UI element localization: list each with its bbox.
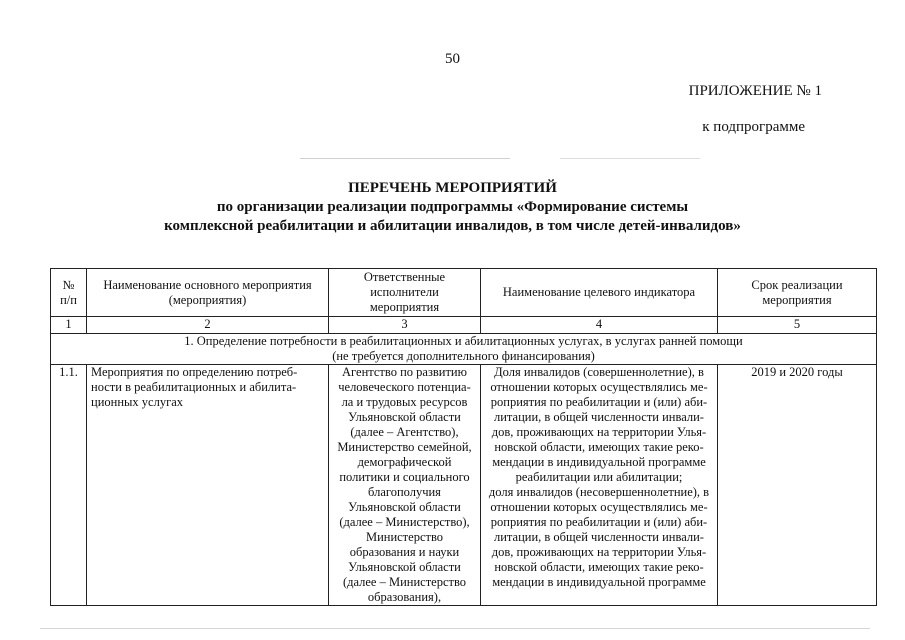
- column-number: 5: [718, 317, 877, 334]
- header-text: Срок реализации: [751, 277, 843, 292]
- column-number: 3: [329, 317, 481, 334]
- cell-line: ности в реабилитационных и абилита-: [91, 380, 297, 394]
- cell-line: Мероприятия по определению потреб-: [91, 365, 298, 379]
- cell-line: Министерство: [365, 530, 444, 544]
- cell-line: доля инвалидов (несовершеннолетние), в: [488, 485, 710, 499]
- header-text: исполнители: [370, 285, 439, 299]
- cell-line: образования и науки: [349, 545, 460, 559]
- header-number: [51, 269, 87, 317]
- header-indicator: [481, 269, 718, 317]
- section-heading-line-1: 1. Определение потребности в реабилитационных и абилитационных услугах, в услугах ранней помощи: [184, 334, 743, 348]
- section-heading-line-2: (не требуется дополнительного финансирования): [332, 349, 595, 363]
- cell-line: ла и трудовых ресурсов: [341, 395, 468, 409]
- section-row: [51, 334, 877, 365]
- header-text: Наименование целевого индикатора: [502, 285, 696, 299]
- scan-artifact: [40, 628, 870, 629]
- document-subtitle-line-2: комплексной реабилитации и абилитации инвалидов, в том числе детей-инвалидов»: [164, 218, 741, 234]
- cell-line: Министерство семейной,: [337, 440, 472, 454]
- cell-line: (далее – Агентство),: [350, 425, 459, 439]
- cell-line: литации, в общей численности инвали-: [494, 410, 704, 424]
- cell-line: (далее – Министерство: [342, 575, 467, 589]
- cell-line: литации, в общей численности инвали-: [494, 530, 704, 544]
- cell-line: Ульяновской области: [348, 410, 461, 424]
- page-number: 50: [445, 51, 460, 67]
- column-number: 2: [87, 317, 329, 334]
- row-executors: [329, 365, 481, 606]
- cell-line: благополучия: [368, 485, 441, 499]
- cell-line: мендации в индивидуальной программе: [492, 575, 706, 589]
- header-text: мероприятия: [762, 292, 832, 307]
- cell-line: роприятия по реабилитации и (или) аби-: [490, 395, 708, 409]
- document-subtitle-line-1: по организации реализации подпрограммы «Формирование системы: [216, 199, 689, 215]
- cell-line: Агентство по развитию: [342, 365, 467, 379]
- column-number-row: [51, 317, 877, 334]
- header-text: Ответственные: [363, 270, 446, 284]
- row-measure-name: [87, 365, 329, 606]
- row-indicator: [481, 365, 718, 606]
- cell-line: (далее – Министерство),: [339, 515, 470, 529]
- row-term: 2019 и 2020 годы: [718, 365, 877, 606]
- cell-line: ционных услугах: [91, 395, 183, 409]
- cell-line: дов, проживающих на территории Улья-: [491, 545, 707, 559]
- cell-line: Доля инвалидов (совершеннолетние), в: [494, 365, 704, 379]
- appendix-title: ПРИЛОЖЕНИЕ № 1: [688, 83, 822, 99]
- document-title: ПЕРЕЧЕНЬ МЕРОПРИЯТИЙ: [348, 180, 557, 196]
- header-text: мероприятия: [369, 300, 440, 314]
- cell-line: человеческого потенциа-: [338, 380, 471, 394]
- cell-line: отношении которых осуществлялись ме-: [490, 380, 708, 394]
- header-term: [718, 269, 877, 317]
- cell-line: отношении которых осуществлялись ме-: [490, 500, 708, 514]
- column-number: 4: [481, 317, 718, 334]
- measures-table: [50, 268, 877, 606]
- cell-line: Ульяновской области: [348, 500, 461, 514]
- section-heading: [51, 334, 877, 365]
- table-row: [51, 365, 877, 606]
- cell-line: роприятия по реабилитации и (или) аби-: [490, 515, 708, 529]
- appendix-subtitle: к подпрограмме: [702, 119, 805, 135]
- table-header-row: [51, 269, 877, 317]
- header-text: Наименование основного мероприятия: [103, 277, 312, 292]
- header-measure-name: [87, 269, 329, 317]
- cell-line: политики и социального: [339, 470, 470, 484]
- cell-line: демографической: [357, 455, 452, 469]
- cell-line: реабилитации или абилитации;: [515, 470, 683, 484]
- cell-line: новской области, имеющих такие реко-: [494, 440, 704, 454]
- cell-line: Ульяновской области: [348, 560, 461, 574]
- scan-artifact: [560, 158, 700, 159]
- cell-line: новской области, имеющих такие реко-: [494, 560, 704, 574]
- header-text: №: [62, 277, 75, 292]
- cell-line: дов, проживающих на территории Улья-: [491, 425, 707, 439]
- cell-line: образования),: [367, 590, 442, 604]
- header-text: (мероприятия): [168, 292, 247, 307]
- cell-line: мендации в индивидуальной программе: [492, 455, 706, 469]
- column-number: 1: [51, 317, 87, 334]
- header-text: п/п: [60, 292, 77, 307]
- scan-artifact: [300, 158, 510, 159]
- header-executors: [329, 269, 481, 317]
- row-number: 1.1.: [51, 365, 87, 606]
